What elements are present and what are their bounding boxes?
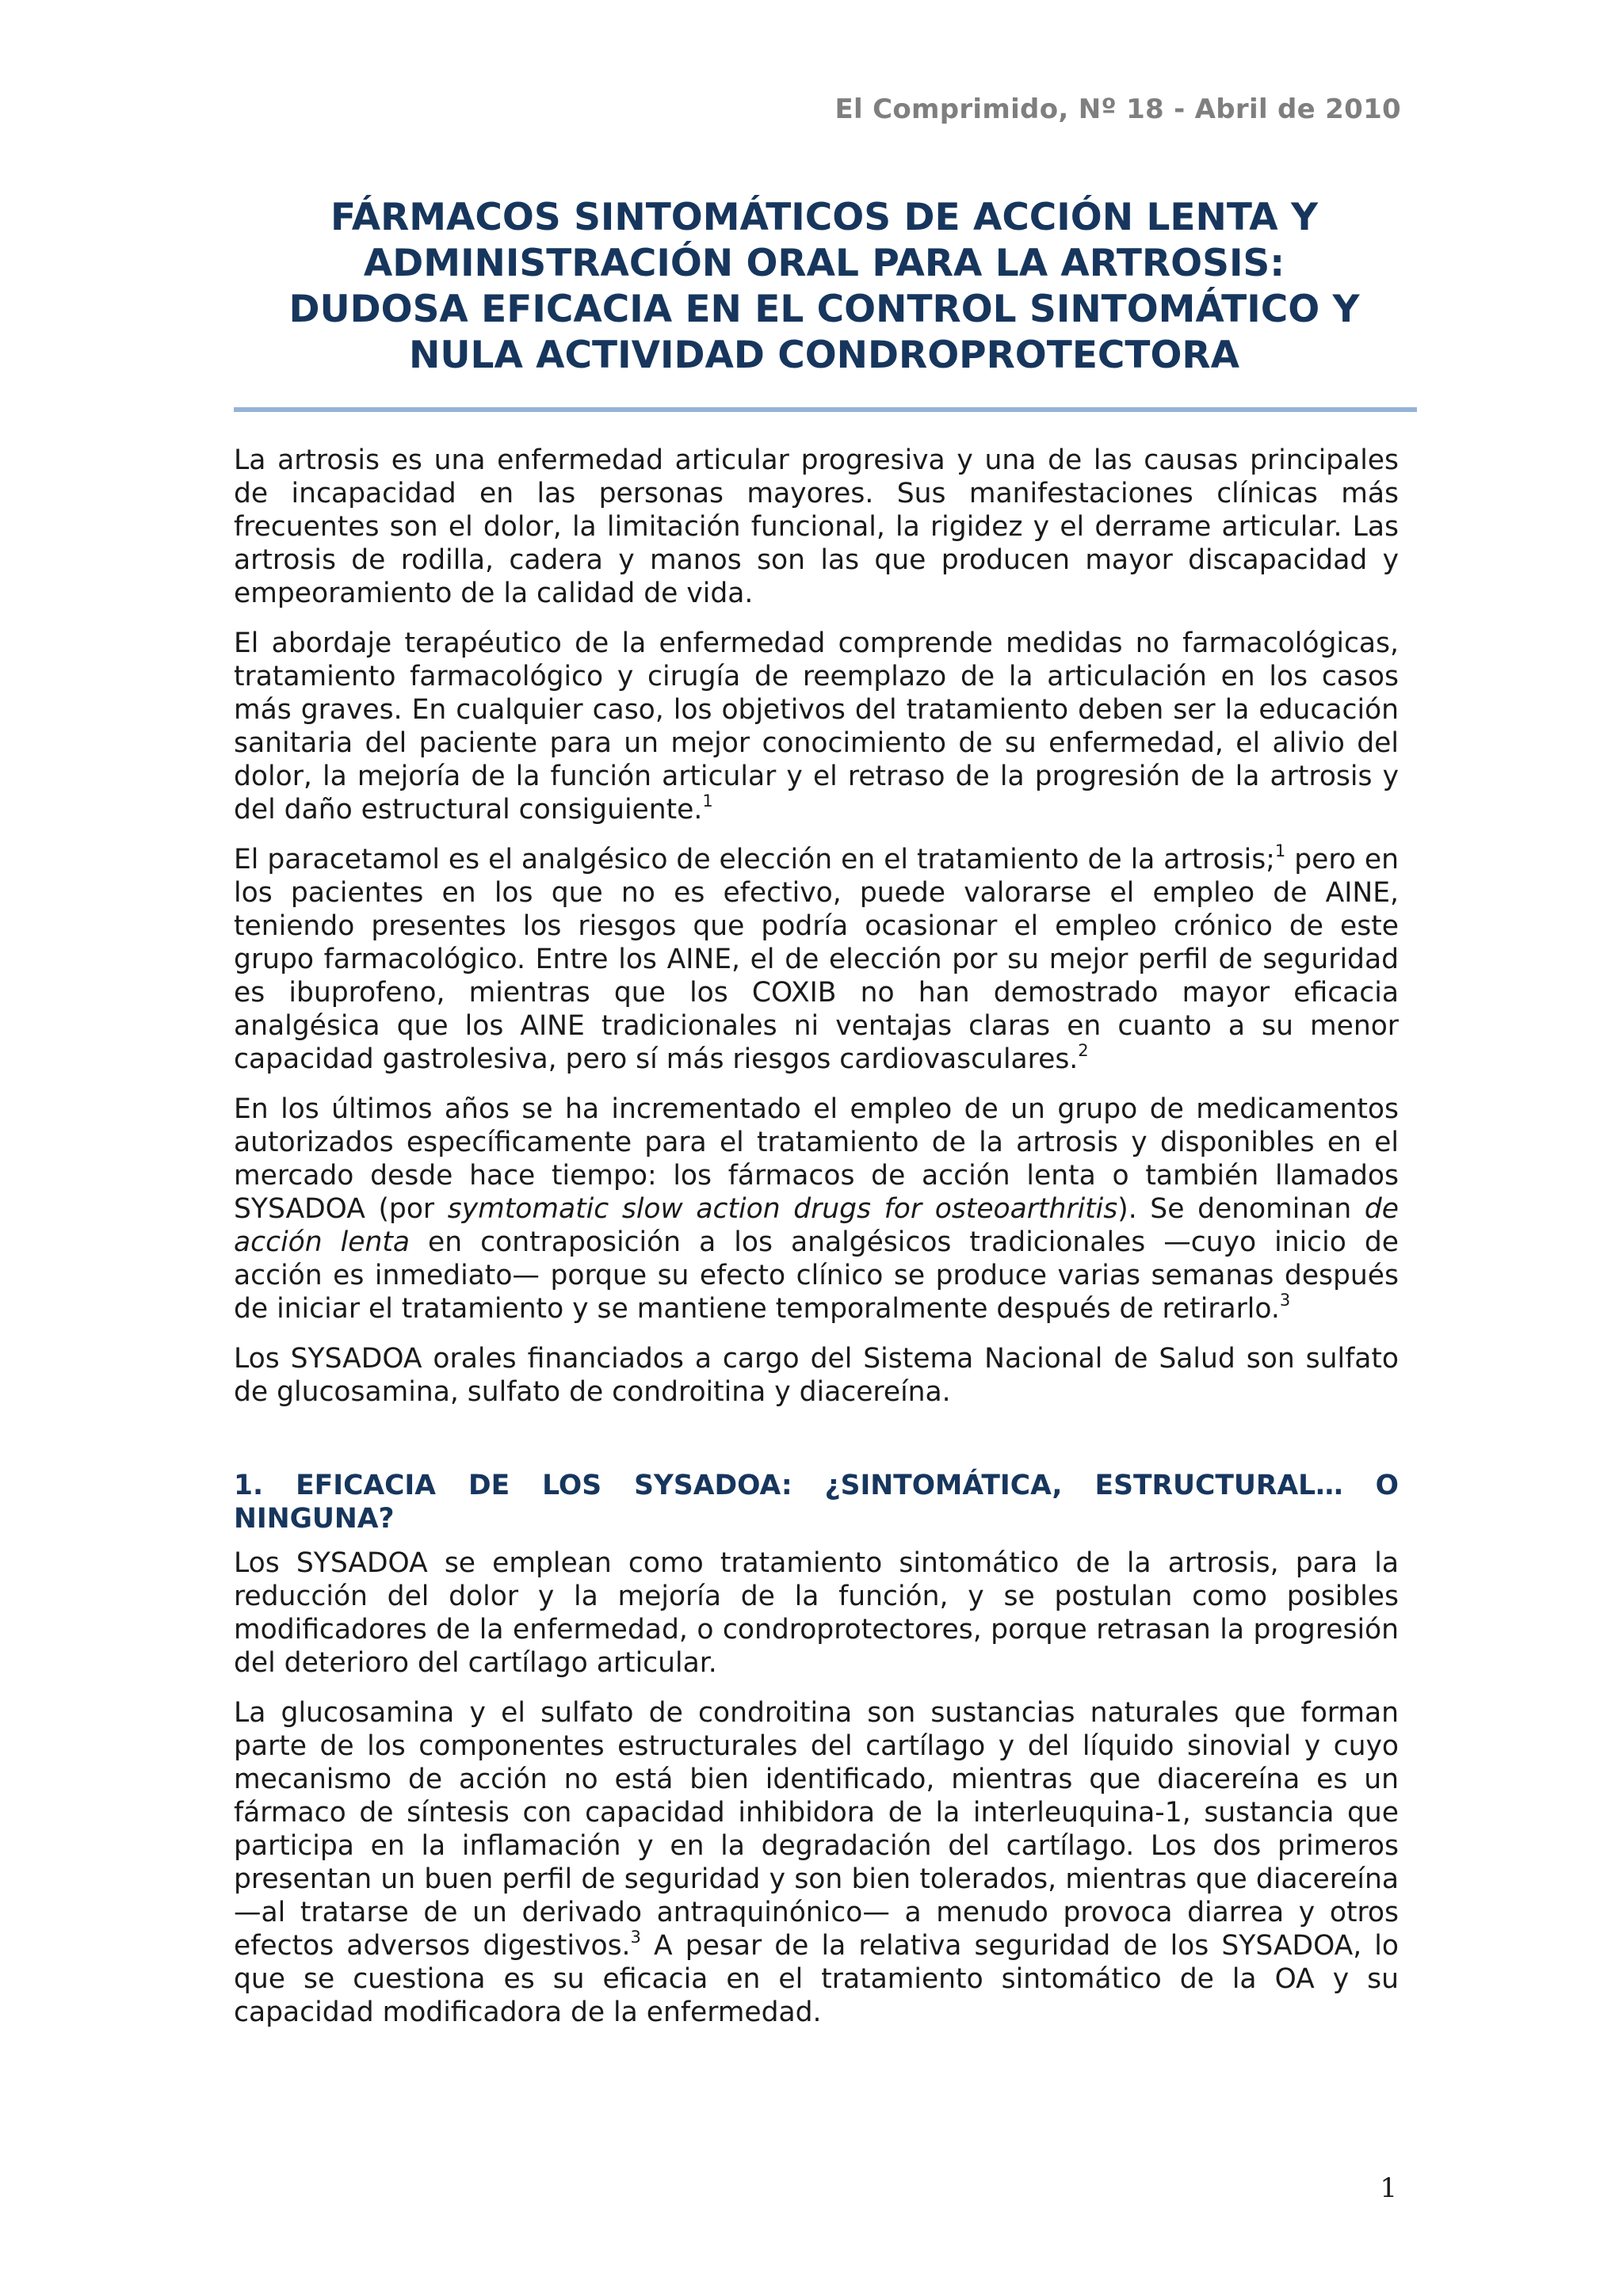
italic-term: de acción lenta [234,1193,1399,1258]
article-body [234,444,1399,2046]
paragraph-text: en contraposición a los analgésicos tradicionales —cuyo inicio de acción es inmediato— porque su efecto clínico se produce varias semanas después de iniciar el tratamiento y se mantiene temporalmente después de retirarlo. [234,1226,1399,1325]
citation-ref: 1 [1274,841,1286,860]
paragraph-intro-5: Los SYSADOA orales financiados a cargo del Sistema Nacional de Salud son sulfato de glucosamina, sulfato de condroitina y diacereína. [234,1343,1399,1408]
paragraph-intro-1: La artrosis es una enfermedad articular progresiva y una de las causas principales de incapacidad en las personas mayores. Sus manifestaciones clínicas más frecuentes son el dolor, la limitación funcional, la rigidez y el derrame articular. Las artrosis de rodilla, cadera y manos son las que producen mayor discapacidad y empeoramiento de la calidad de vida. [234,444,1399,609]
paragraph-text: A pesar de la relativa seguridad de los SYSADOA, lo que se cuestiona es su eficacia en el tratamiento sintomático de la OA y su capacidad modificadora de la enfermedad. [234,1930,1399,2028]
paragraph-section1-1: Los SYSADOA se emplean como tratamiento sintomático de la artrosis, para la reducción del dolor y la mejoría de la función, y se postulan como posibles modificadores de la enfermedad, o condroprotectores, porque retrasan la progresión del deterioro del cartílago articular. [234,1547,1399,1679]
citation-ref: 2 [1078,1041,1089,1060]
paragraph-text: El paracetamol es el analgésico de elección en el tratamiento de la artrosis; [234,844,1275,875]
section-heading: 1. EFICACIA DE LOS SYSADOA: ¿SINTOMÁTICA, ESTRUCTURAL… O NINGUNA? [234,1470,1399,1535]
running-header: El Comprimido, Nº 18 - Abril de 2010 [834,93,1401,125]
paragraph-text: ). Se denominan [1117,1193,1365,1225]
italic-term: symtomatic slow action drugs for osteoarthritis [447,1193,1118,1225]
paragraph-text: En los últimos años se ha incrementado el empleo de un grupo de medicamentos autorizados específicamente para el tratamiento de la artrosis y disponibles en el mercado desde hace tiempo: los fármacos de acción lenta o también llamados SYSADOA (por [234,1093,1399,1225]
title-line: FÁRMACOS SINTOMÁTICOS DE ACCIÓN LENTA Y [330,196,1319,239]
title-divider [234,407,1417,412]
article-title [234,195,1415,379]
paragraph-text: El abordaje terapéutico de la enfermedad comprende medidas no farmacológicas, tratamiento farmacológico y cirugía de reemplazo de la articulación en los casos más graves. En cualquier caso, los objetivos del tratamiento deben ser la educación sanitaria del paciente para un mejor conocimiento de su enfermedad, el alivio del dolor, la mejoría de la función articular y el retraso de la progresión de la artrosis y del daño estructural consiguiente. [234,627,1399,826]
paragraph-text: pero en los pacientes en los que no es efectivo, puede valorarse el empleo de AINE, teniendo presentes los riesgos que podría ocasionar el empleo crónico de este grupo farmacológico. Entre los AINE, el de elección por su mejor perfil de seguridad es ibuprofeno, mientras que los COXIB no han demostrado mayor eficacia analgésica que los AINE tradicionales ni ventajas claras en cuanto a su menor capacidad gastrolesiva, pero sí más riesgos cardiovasculares. [234,844,1399,1075]
citation-ref: 3 [1279,1291,1291,1310]
title-line: DUDOSA EFICACIA EN EL CONTROL SINTOMÁTICO Y [288,288,1360,331]
paragraph-intro-3 [234,843,1399,1076]
paragraph-intro-2 [234,627,1399,826]
paragraph-section1-2 [234,1696,1399,2029]
citation-ref: 1 [702,791,713,810]
title-line: ADMINISTRACIÓN ORAL PARA LA ARTROSIS: [363,242,1285,285]
page-number: 1 [1380,2172,1397,2204]
citation-ref: 3 [630,1928,641,1947]
paragraph-intro-4 [234,1093,1399,1325]
paragraph-text: La glucosamina y el sulfato de condroitina son sustancias naturales que forman parte de los componentes estructurales del cartílago y del líquido sinovial y cuyo mecanismo de acción no está bien identificado, mientras que diacereína es un fármaco de síntesis con capacidad inhibidora de la interleuquina-1, sustancia que participa en la inflamación y en la degradación del cartílago. Los dos primeros presentan un buen perfil de seguridad y son bien tolerados, mientras que diacereína —al tratarse de un derivado antraquinónico— a menudo provoca diarrea y otros efectos adversos digestivos. [234,1697,1399,1962]
title-line: NULA ACTIVIDAD CONDROPROTECTORA [409,334,1239,377]
